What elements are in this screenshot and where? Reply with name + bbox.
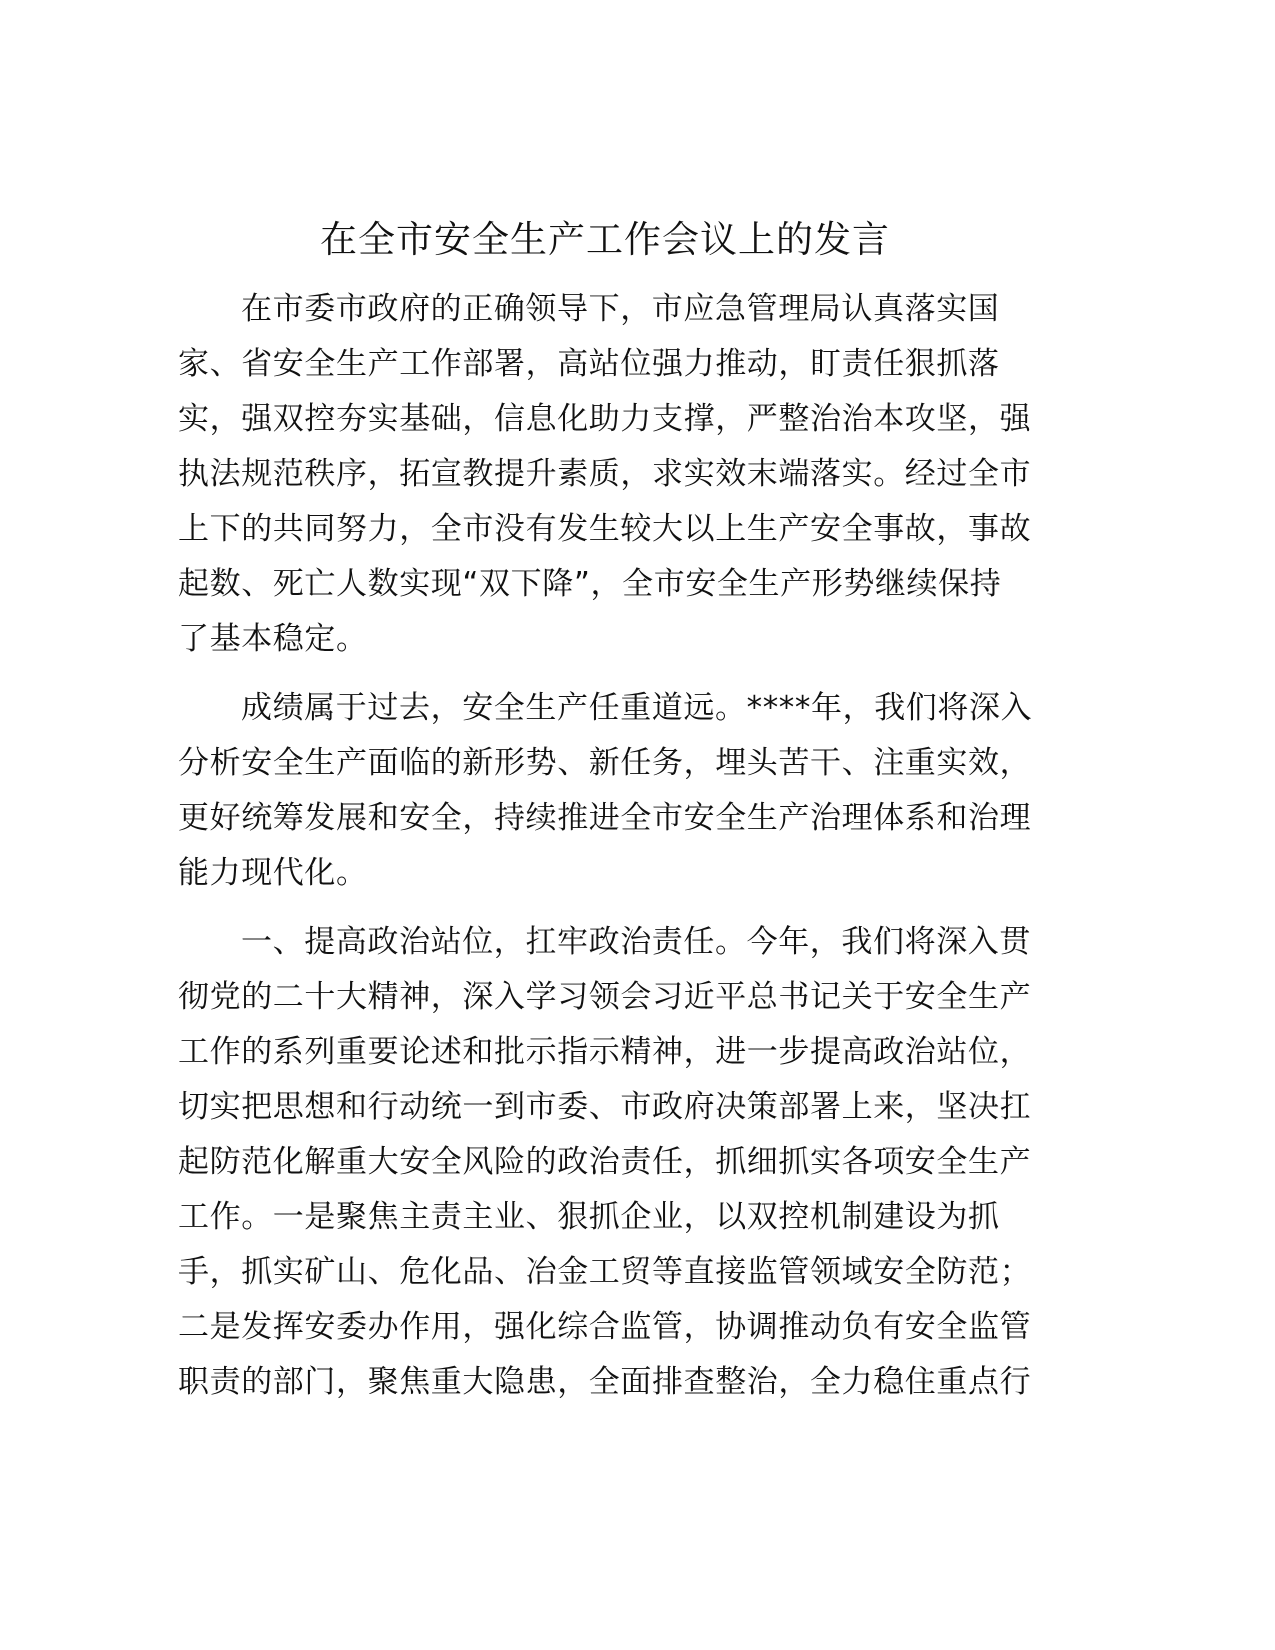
text-line: 彻党的二十大精神，深入学习领会习近平总书记关于安全生产 — [178, 979, 1032, 1015]
paragraph-2 — [178, 681, 1038, 901]
text-line: 一、提高政治站位，扛牢政治责任。今年，我们将深入贯 — [241, 924, 1031, 960]
text-line: 工作的系列重要论述和批示指示精神，进一步提高政治站位， — [178, 1034, 1032, 1070]
text-line: 成绩属于过去，安全生产任重道远。****年，我们将深入 — [241, 690, 1033, 726]
text-line: 分析安全生产面临的新形势、新任务，埋头苦干、注重实效， — [178, 745, 1032, 781]
text-line: 职责的部门，聚焦重大隐患，全面排查整治，全力稳住重点行 — [178, 1364, 1032, 1400]
document-body — [178, 282, 1038, 1424]
text-line: 手，抓实矿山、危化品、冶金工贸等直接监管领域安全防范； — [178, 1254, 1032, 1290]
document-title: 在全市安全生产工作会议上的发言 — [320, 218, 890, 261]
text-line: 更好统筹发展和安全，持续推进全市安全生产治理体系和治理 — [178, 800, 1032, 836]
text-line: 家、省安全生产工作部署，高站位强力推动，盯责任狠抓落 — [178, 346, 1000, 382]
paragraph-1 — [178, 282, 1038, 667]
text-line: 工作。一是聚焦主责主业、狠抓企业，以双控机制建设为抓 — [178, 1199, 1000, 1235]
text-line: 执法规范秩序，拓宣教提升素质，求实效末端落实。经过全市 — [178, 456, 1032, 492]
text-line: 切实把思想和行动统一到市委、市政府决策部署上来，坚决扛 — [178, 1089, 1032, 1125]
text-line: 实，强双控夯实基础，信息化助力支撑，严整治治本攻坚，强 — [178, 401, 1032, 437]
text-line: 起数、死亡人数实现“双下降”，全市安全生产形势继续保持 — [178, 566, 1002, 602]
text-line: 了基本稳定。 — [178, 621, 368, 657]
text-line: 起防范化解重大安全风险的政治责任，抓细抓实各项安全生产 — [178, 1144, 1032, 1180]
text-line: 上下的共同努力，全市没有发生较大以上生产安全事故，事故 — [178, 511, 1032, 547]
text-line: 二是发挥安委办作用，强化综合监管，协调推动负有安全监管 — [178, 1309, 1032, 1345]
paragraph-3 — [178, 915, 1038, 1410]
text-line: 能力现代化。 — [178, 855, 368, 891]
text-line: 在市委市政府的正确领导下，市应急管理局认真落实国 — [241, 291, 1000, 327]
